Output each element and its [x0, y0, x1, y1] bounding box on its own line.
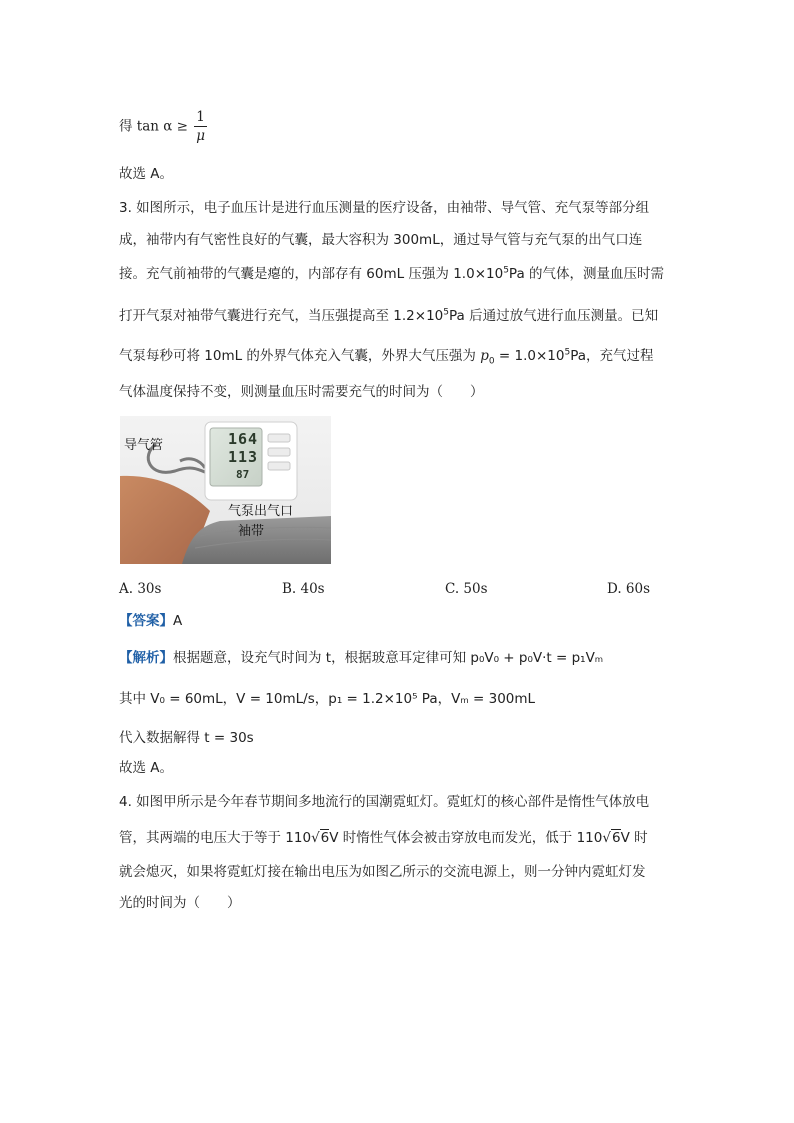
q3-line-3: [119, 264, 664, 284]
q4-line-2-b: V 时惰性气体会被击穿放电而发光，低于 110: [329, 830, 603, 846]
sqrt-symbol-2: √: [602, 830, 611, 846]
analysis-text: 根据题意，设充气时间为 t，根据玻意耳定律可知 p₀V₀ + p₀V·t = p₁Vₘ: [173, 650, 604, 666]
q3-line-5-a: 气泵每秒可将 10mL 的外界气体充入气囊，外界大气压强为: [119, 348, 481, 364]
q3-line-4-exp: 5: [443, 307, 449, 318]
given-line: 其中 V₀ = 60mL，V = 10mL/s，p₁ = 1.2×10⁵ Pa，Vₘ = 300mL: [119, 691, 536, 707]
q4-line-2: [119, 828, 648, 848]
q3-line-5-p: p: [480, 348, 489, 364]
q3-line-6: 气体温度保持不变，则测量血压时需要充气的时间为（ ）: [119, 384, 484, 400]
q3-line-5-b: = 1.0×10: [494, 348, 565, 364]
fraction-numerator: 1: [196, 109, 205, 125]
option-b: B. 40s: [282, 581, 325, 597]
analysis-tag: 【解析】: [119, 650, 173, 666]
q3-line-5-exp: 5: [564, 347, 571, 358]
inequality-expr: tan α ≥: [136, 118, 188, 135]
q4-line-2-radicand-2: 6: [611, 830, 621, 846]
q3-line-2: 成，袖带内有气密性良好的气囊，最大容积为 300mL，通过导气管与充气泵的出气口连: [119, 232, 643, 248]
screen-value-3: 87: [236, 468, 250, 481]
analysis-line: [119, 648, 603, 668]
q3-line-4-a: 打开气泵对袖带气囊进行充气，当压强提高至 1.2×10: [119, 308, 444, 324]
choice-line-1: 故选 A。: [119, 166, 174, 182]
choice-line-2: 故选 A。: [119, 760, 174, 776]
q4-line-4: 光的时间为（ ）: [119, 895, 241, 911]
answer-value: A: [173, 613, 183, 629]
q3-line-5-c: Pa，充气过程: [570, 348, 654, 364]
q3-line-1: 3. 如图所示，电子血压计是进行血压测量的医疗设备，由袖带、导气管、充气泵等部分组: [119, 200, 650, 216]
fraction-denominator: μ: [196, 128, 205, 144]
q4-line-1: 4. 如图甲所示是今年春节期间多地流行的国潮霓虹灯。霓虹灯的核心部件是惰性气体放电: [119, 794, 650, 810]
fraction: [194, 108, 207, 145]
answer-line: [119, 611, 182, 631]
q4-line-2-a: 管，其两端的电压大于等于 110: [119, 830, 312, 846]
option-a: A. 30s: [119, 581, 162, 597]
screen-value-1: 164: [228, 430, 259, 448]
q4-line-3: 就会熄灭，如果将霓虹灯接在输出电压为如图乙所示的交流电源上，则一分钟内霓虹灯发: [119, 864, 646, 880]
blood-pressure-monitor-figure: [120, 416, 331, 564]
answer-tag: 【答案】: [119, 613, 173, 629]
q3-line-4-b: Pa 后通过放气进行血压测量。已知: [448, 308, 659, 324]
label-outlet: 气泵出气口: [228, 504, 294, 519]
q4-line-2-radicand: 6: [320, 830, 330, 846]
q4-line-2-c: V 时: [620, 830, 648, 846]
q3-line-3-b: Pa 的气体，测量血压时需: [508, 266, 665, 282]
q3-line-5-sub: 0: [488, 356, 495, 367]
inequality-line: [119, 108, 207, 145]
option-d: D. 60s: [607, 581, 651, 597]
sqrt-symbol-1: √: [311, 830, 320, 846]
label-cuff: 袖带: [238, 524, 265, 539]
q3-line-4: [119, 306, 658, 326]
screen-value-2: 113: [228, 448, 259, 466]
inequality-prefix: 得: [119, 118, 133, 135]
solve-line: 代入数据解得 t = 30s: [119, 730, 254, 746]
q3-line-3-a: 接。充气前袖带的气囊是瘪的，内部存有 60mL 压强为 1.0×10: [119, 266, 504, 282]
label-tube: 导气管: [124, 438, 164, 453]
q3-line-5: [119, 346, 654, 366]
option-c: C. 50s: [445, 581, 488, 597]
q3-line-3-exp: 5: [503, 265, 509, 276]
